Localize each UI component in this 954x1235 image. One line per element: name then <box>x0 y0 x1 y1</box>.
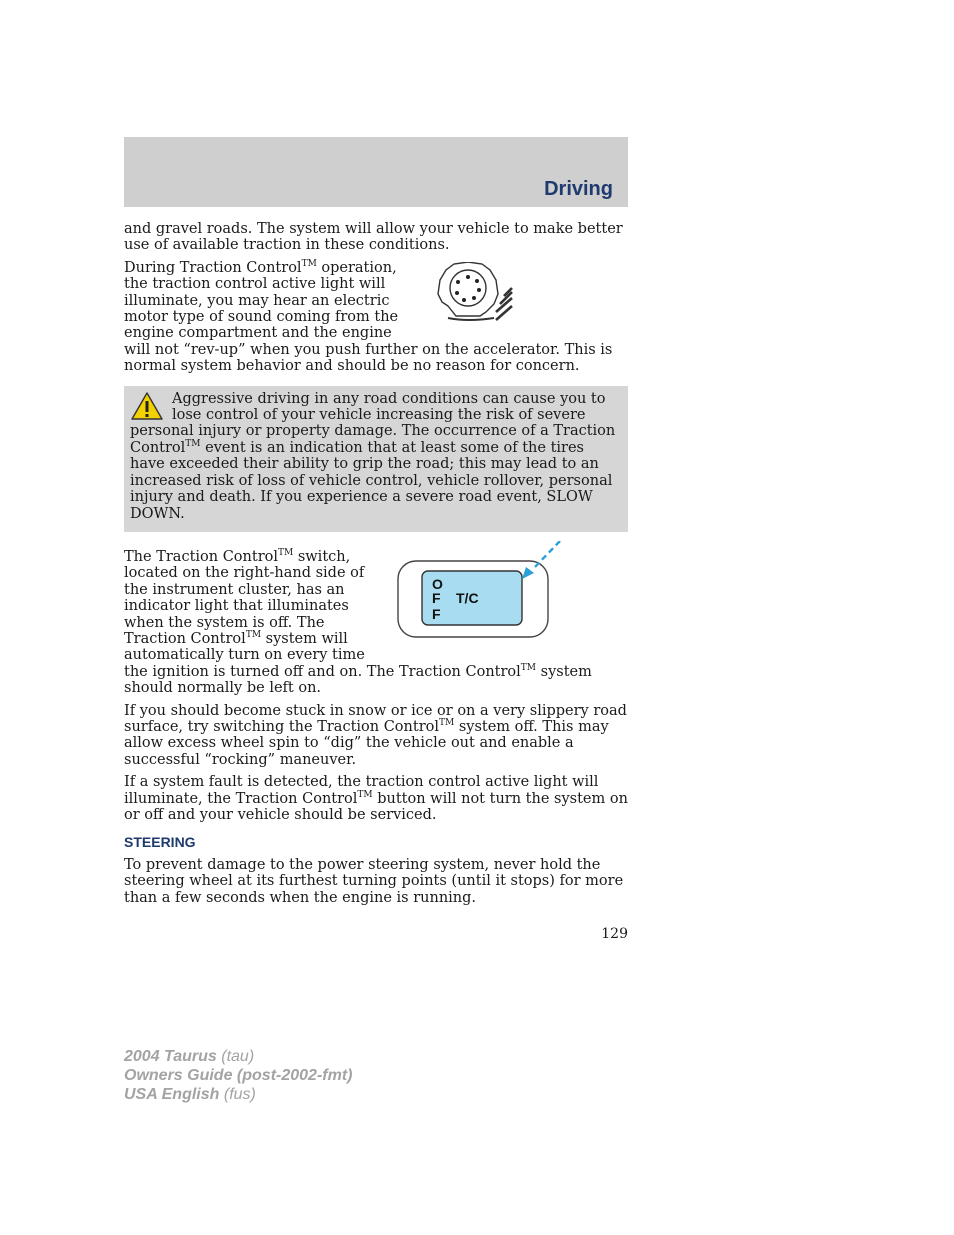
switch-off-letter-f2: F <box>432 605 441 622</box>
trademark-mark: TM <box>185 439 201 450</box>
paragraph-3: The Traction Control™ switch, located on the right-hand side of the instrument cluster, has an indicator light that illuminates when the system is off. The Traction Control™ system will automatically turn on every time the ignition is turned off and on. The Traction Control™ system should normally be left on. <box>124 548 592 697</box>
paragraph-5: If a system fault is detected, the traction control active light will illuminate, the Traction Control™ button will not turn the system on or off and your vehicle should be serviced. <box>124 774 628 823</box>
warning-box: Aggressive driving in any road conditions can cause you to lose control of your vehicle increasing the risk of severe personal injury or property damage. The occurrence of a Traction Control™ event is an indication that at least some of the tires have exceeded their ability to grip the road; this may lead to an increased risk of loss of vehicle control, vehicle rollover, personal injury and death. If you experience a severe road event, SLOW DOWN. <box>124 386 628 532</box>
page-number: 129 <box>601 926 628 942</box>
page-content <box>124 221 628 912</box>
trademark-mark: TM <box>357 789 373 800</box>
steering-heading: STEERING <box>124 834 196 851</box>
paragraph-2: During Traction Control™ operation, the traction control active light will illuminate, you may hear an electric motor type of sound coming from the engine compartment and the engine will not “rev-up” when you push further on the accelerator. This is normal system behavior and should be no reason for concern. <box>124 258 613 375</box>
traction-control-light-icon <box>428 262 558 332</box>
trademark-mark: TM <box>520 662 537 673</box>
footer-line-2: Owners Guide (post-2002-fmt) <box>124 1067 353 1084</box>
trademark-mark: TM <box>278 548 294 559</box>
switch-off-letter-o: O <box>432 575 443 592</box>
section-title: Driving <box>544 178 613 200</box>
switch-label: T/C <box>456 589 479 606</box>
header-band <box>124 137 628 207</box>
paragraph-4: If you should become stuck in snow or ice or on a very slippery road surface, try switching the Traction Control™ system off. This may allow excess wheel spin to “dig” the vehicle out and enable a successful “rocking” maneuver. <box>124 702 627 768</box>
trademark-mark: TM <box>245 630 262 641</box>
paragraph-6: To prevent damage to the power steering system, never hold the steering wheel at its furthest turning points (until it stops) for more than a few seconds when the engine is running. <box>124 856 624 906</box>
paragraph-1: and gravel roads. The system will allow your vehicle to make better use of available traction in these conditions. <box>124 221 623 254</box>
traction-control-switch-image <box>388 541 588 661</box>
footer-line-3: USA English (fus) <box>124 1086 256 1103</box>
trademark-mark: TM <box>439 718 455 729</box>
warning-triangle-icon <box>130 390 164 422</box>
trademark-mark: TM <box>301 258 317 269</box>
footer-line-1: 2004 Taurus (tau) <box>124 1048 255 1065</box>
footer <box>124 1047 352 1104</box>
switch-off-letter-f1: F <box>432 589 441 606</box>
